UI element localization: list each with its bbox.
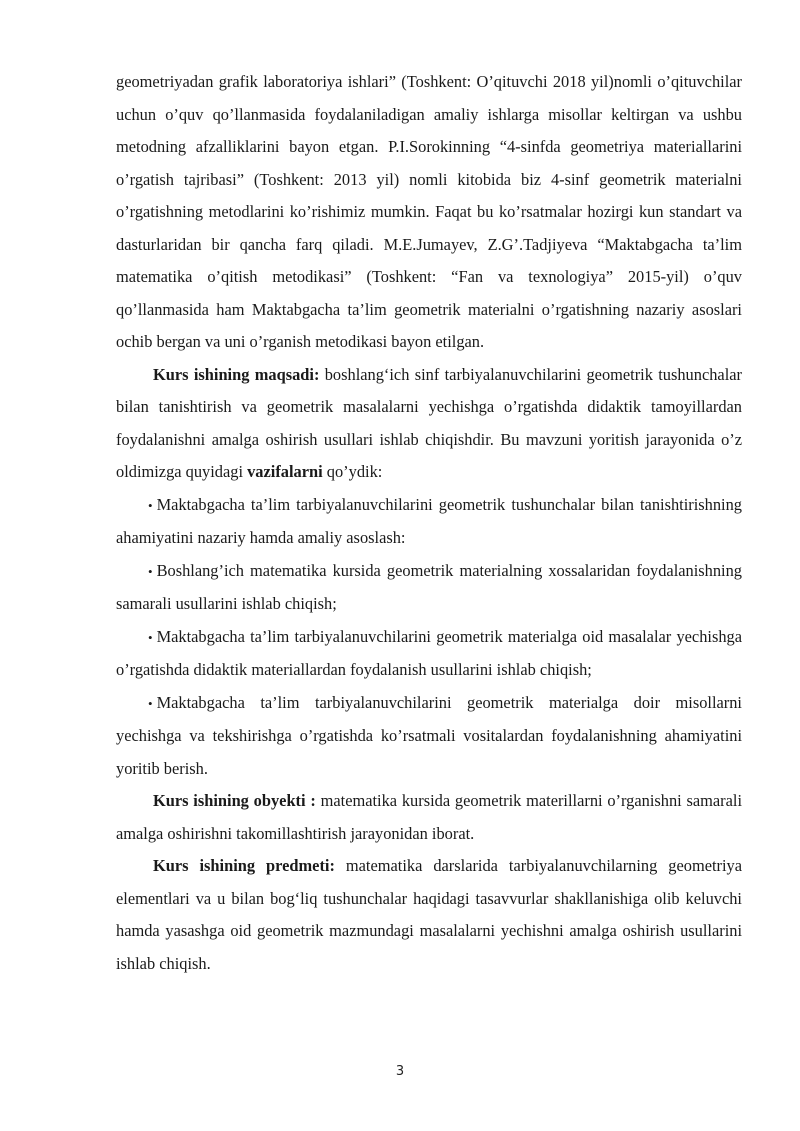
bullet-icon: • (148, 629, 153, 645)
document-page (116, 66, 742, 980)
task-list-item (116, 489, 742, 555)
tasks-word: vazifalarni (247, 462, 323, 481)
subject-paragraph (116, 850, 742, 980)
goal-label: Kurs ishining maqsadi: (153, 364, 320, 384)
subject-text: matematika darslarida tarbiyalanuvchilarning geometriya elementlari va u bilan bog‘liq tushunchalar haqidagi tasavvurlar shakllanishiga olib keluvchi hamda yasashga oid geometrik mazmundagi masalalarni yechishni amalga oshirish usullarini ishlab chiqish. (116, 856, 742, 973)
tasks-tail: qo’ydik: (322, 462, 383, 481)
task-list-item (116, 687, 742, 786)
intro-paragraph: geometriyadan grafik laboratoriya ishlari” (Toshkent: O’qituvchi 2018 yil)nomli o’qituvchilar uchun o’quv qo’llanmasida foydalaniladigan amaliy ishlarga misollar keltirgan va ushbu metodning afzalliklarini bayon etgan. P.I.Sorokinning “4-sinfda geometriya materiallarini o’rgatish tajribasi” (Toshkent: 2013 yil) nomli kitobida biz 4-sinf geometrik materialni o’rgatishning metodlarini ko’rishimiz mumkin. Faqat bu ko’rsatmalar hozirgi kun standart va dasturlaridan bir qancha farq qiladi. M.E.Jumayev, Z.G’.Tadjiyeva “Maktabgacha ta’lim matematika o’qitish metodikasi” (Toshkent: “Fan va texnologiya” 2015-yil) o’quv qo’llanmasida ham Maktabgacha ta’lim geometrik materialni o’rgatishning nazariy asoslari ochib bergan va uni o’rganish metodikasi bayon etilgan. (116, 72, 742, 351)
object-text: matematika kursida geometrik materillarni o’rganishni samarali amalga oshirishni takomillashtirish jarayonidan iborat. (116, 791, 743, 843)
task-text: Maktabgacha ta’lim tarbiyalanuvchilarini geometrik materialga doir misollarni yechishga va tekshirishga o’rgatishda ko’rsatmali vositalardan foydalanishning ahamiyatini yoritib berish. (116, 692, 742, 778)
object-label: Kurs ishining obyekti : (153, 791, 316, 810)
task-list-item (116, 555, 742, 621)
page-number: 3 (395, 1064, 405, 1079)
bullet-icon: • (148, 563, 153, 579)
object-paragraph (116, 785, 742, 850)
task-text: Maktabgacha ta’lim tarbiyalanuvchilarini geometrik tushunchalar bilan tanishtirishning ahamiyatini nazariy hamda amaliy asoslash: (116, 494, 742, 547)
task-text: Maktabgacha ta’lim tarbiyalanuvchilarini geometrik materialga oid masalalar yechishga o’rgatishda didaktik materiallardan foydalanish usullarini ishlab chiqish; (116, 626, 742, 679)
goal-text: boshlang‘ich sinf tarbiyalanuvchilarini geometrik tushunchalar bilan tanishtirish va geometrik masalalarni yechishga o’rgatishda didaktik tamoyillardan foydalanishni amalga oshirish usullari ishlab chiqishdir. Bu mavzuni yoritish jarayonida o’z oldimizga quyidagi (116, 364, 742, 481)
bullet-icon: • (148, 497, 153, 513)
task-text: Boshlang’ich matematika kursida geometrik materialning xossalaridan foydalanishning samarali usullarini ishlab chiqish; (116, 560, 742, 613)
goal-paragraph (116, 359, 742, 489)
task-list-item (116, 621, 742, 687)
bullet-icon: • (148, 695, 153, 711)
subject-label: Kurs ishining predmeti: (153, 856, 335, 875)
